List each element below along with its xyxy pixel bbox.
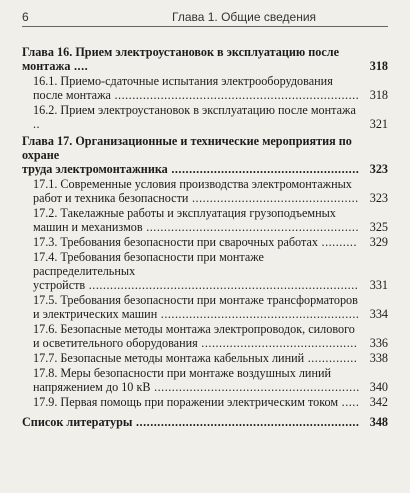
toc-entry-line: 16.1. Приемо-сдаточные испытания электрооборудования <box>33 74 333 88</box>
dot-leader: .......................................................... <box>150 380 360 394</box>
toc-entry-title <box>33 74 388 102</box>
toc-entry-title <box>33 235 388 249</box>
toc-page-number: 340 <box>369 380 388 394</box>
toc-entry-line: 17.8. Меры безопасности при монтаже воздушных линий <box>33 366 332 380</box>
toc-entry-line: 16.2. Прием электроустановок в эксплуатацию после монтажа <box>33 103 356 117</box>
toc-page-number: 331 <box>369 278 388 292</box>
dot-leader: ........................................................ <box>157 307 360 321</box>
toc-entry-line: 17.6. Безопасные методы монтажа электропроводок, силового <box>33 322 355 336</box>
toc-page-number: 338 <box>369 351 388 365</box>
toc-entry-title <box>33 250 388 292</box>
toc-entry-title <box>22 45 388 73</box>
toc-entry-line: напряжением до 10 кВ <box>33 380 151 394</box>
toc-page-number: 334 <box>369 307 388 321</box>
dot-leader: ............................................ <box>197 336 358 350</box>
toc-section <box>22 235 388 249</box>
toc-entry-title <box>22 415 388 429</box>
table-of-contents <box>22 42 388 430</box>
toc-section <box>22 366 388 394</box>
toc-section <box>22 177 388 205</box>
dot-leader: .... <box>70 59 89 73</box>
toc-entry-line: после монтажа <box>33 88 111 102</box>
toc-section <box>22 293 388 321</box>
toc-section <box>22 250 388 292</box>
toc-entry-title <box>33 103 388 131</box>
toc-entry-title <box>33 177 388 205</box>
toc-page-number: 348 <box>369 415 388 429</box>
toc-page-number: 342 <box>369 395 388 409</box>
toc-entry-title <box>33 206 388 234</box>
toc-entry-title <box>33 293 388 321</box>
toc-entry-line: работ и техника безопасности <box>33 191 189 205</box>
toc-entry-line: 17.2. Такелажные работы и эксплуатация грузоподъемных <box>33 206 336 220</box>
dot-leader: ............................................................ <box>142 220 359 234</box>
toc-entry-line: труда электромонтажника <box>22 162 168 176</box>
toc-entry-line: и электрических машин <box>33 307 158 321</box>
dot-leader: ............................................................................ <box>85 278 359 292</box>
toc-entry-line: машин и механизмов <box>33 220 143 234</box>
toc-entry-title <box>33 351 388 365</box>
toc-page-number: 318 <box>369 88 388 102</box>
toc-chapter <box>22 415 388 429</box>
toc-entry-title <box>33 366 388 394</box>
dot-leader: ..................................................................... <box>110 88 360 102</box>
toc-entry-line: 17.3. Требования безопасности при сварочных работах <box>33 235 318 249</box>
toc-entry-line: Список литературы <box>22 415 133 429</box>
toc-section <box>22 351 388 365</box>
running-title: Глава 1. Общие сведения <box>172 10 317 24</box>
toc-entry-line: и осветительного оборудования <box>33 336 198 350</box>
toc-page-number: 323 <box>369 162 388 176</box>
toc-chapter <box>22 134 388 176</box>
dot-leader: .......... <box>317 235 357 249</box>
page-header <box>22 6 388 26</box>
toc-entry-title <box>33 322 388 350</box>
toc-section <box>22 74 388 102</box>
toc-section <box>22 395 388 409</box>
toc-page-number: 336 <box>369 336 388 350</box>
toc-section <box>22 322 388 350</box>
toc-page-number: 318 <box>369 59 388 73</box>
toc-entry-title <box>33 395 388 409</box>
toc-entry-title <box>22 134 388 176</box>
toc-entry-line: устройств <box>33 278 86 292</box>
toc-page-number: 321 <box>369 117 388 131</box>
dot-leader: ..... <box>338 395 360 409</box>
toc-section <box>22 206 388 234</box>
dot-leader: ..................................................... <box>167 162 360 176</box>
page-number: 6 <box>22 10 29 24</box>
dot-leader: .............. <box>304 351 358 365</box>
toc-page-number: 329 <box>369 235 388 249</box>
toc-entry-line: 17.7. Безопасные методы монтажа кабельных линий <box>33 351 305 365</box>
toc-entry-line: Глава 17. Организационные и технические мероприятия по охране <box>22 134 352 162</box>
toc-entry-line: 17.1. Современные условия производства электромонтажных <box>33 177 352 191</box>
header-rule <box>22 26 388 27</box>
toc-page-number: 323 <box>369 191 388 205</box>
toc-entry-line: 17.4. Требования безопасности при монтаже распределительных <box>33 250 264 278</box>
toc-entry-line: Глава 16. Прием электроустановок в эксплуатацию после монтажа <box>22 45 340 73</box>
dot-leader: ............................................................... <box>132 415 360 429</box>
toc-section <box>22 103 388 131</box>
toc-page-number: 325 <box>369 220 388 234</box>
toc-entry-line: 17.9. Первая помощь при поражении электрическим током <box>33 395 339 409</box>
toc-chapter <box>22 45 388 73</box>
toc-entry-line: 17.5. Требования безопасности при монтаже трансформаторов <box>33 293 358 307</box>
dot-leader: ............................................... <box>188 191 359 205</box>
dot-leader: .. <box>33 117 41 131</box>
